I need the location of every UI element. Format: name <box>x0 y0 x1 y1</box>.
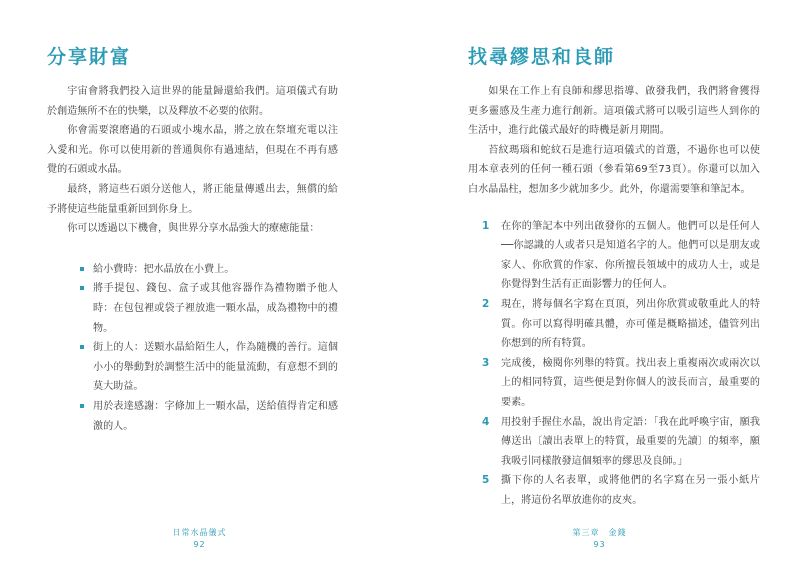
list-item <box>482 217 760 295</box>
square-bullet-icon <box>80 267 84 271</box>
page-number: 93 <box>593 540 606 549</box>
list-item <box>80 279 338 338</box>
step-text: 完成後，檢閱你列舉的特質。找出表上重複兩次或兩次以上的相同特質，這些便是對你個人的波長而言，最重要的要素。 <box>501 357 760 408</box>
square-bullet-icon <box>80 404 84 408</box>
left-page <box>0 0 399 567</box>
step-text: 撕下你的人名表單，或將他們的名字寫在另一張小紙片上，將這份名單放進你的皮夾。 <box>501 475 760 506</box>
page-number: 92 <box>193 540 206 549</box>
left-page-body <box>47 82 338 436</box>
footer-section-title: 第三章 金錢 <box>572 528 627 537</box>
left-page-footer <box>0 527 399 551</box>
step-text: 用投射手握住水晶，說出肯定語：「我在此呼喚宇宙，願我傳送出〔讀出表單上的特質，最重要的先讀〕的頻率，願我吸引同樣散發這個頻率的繆思及良師。」 <box>501 416 760 467</box>
step-number: 3 <box>482 356 490 369</box>
list-item <box>80 397 338 436</box>
step-number: 5 <box>482 474 490 487</box>
bullet-list <box>47 260 338 436</box>
bullet-text: 將手提包、錢包、盒子或其他容器作為禮物贈予他人時：在包包裡或袋子裡放進一顆水晶，成為禮物中的禮物。 <box>93 283 338 334</box>
step-number: 1 <box>482 219 490 232</box>
right-paragraph: 如果在工作上有良師和繆思指導、啟發我們，我們將會獲得更多靈感及生產力進行創新。這項儀式將可以吸引這些人到你的生活中，進行此儀式最好的時機是新月期間。 <box>468 86 760 137</box>
step-text: 現在，將每個名字寫在頁頂，列出你欣賞或敬重此人的特質。你可以寫得明確具體，亦可僅是概略描述，儘管列出你想到的所有特質。 <box>501 298 760 350</box>
right-page-title: 找尋繆思和良師 <box>468 46 616 68</box>
left-paragraph: 你可以透過以下機會，與世界分享水晶強大的療癒能量： <box>67 223 320 235</box>
left-paragraph: 最終，將這些石頭分送他人，將正能量傳遞出去，無償的給予將使這些能量重新回到你身上。 <box>47 183 338 215</box>
bullet-text: 街上的人：送顆水晶給陌生人，作為隨機的善行。這個小小的舉動對於調整生活中的能量流動，有意想不到的莫大助益。 <box>93 342 338 393</box>
left-paragraph: 宇宙會將我們投入這世界的能量歸還給我們。這項儀式有助於創造無所不在的快樂，以及釋放不必要的依附。 <box>47 86 338 117</box>
step-number: 4 <box>482 415 490 428</box>
left-paragraph: 你會需要滾磨過的石頭或小塊水晶，將之放在祭壇充電以注入愛和光。你可以使用新的普通與你有過連結，但現在不再有感覺的石頭或水晶。 <box>47 125 338 176</box>
right-page-footer <box>400 527 799 551</box>
bullet-text: 用於表達感謝：字條加上一顆水晶，送給值得肯定和感激的人。 <box>93 400 338 432</box>
square-bullet-icon <box>80 345 84 349</box>
right-page <box>400 0 799 567</box>
list-item <box>482 413 760 472</box>
step-number: 2 <box>482 297 490 310</box>
right-page-body <box>468 82 760 510</box>
list-item <box>482 295 760 354</box>
right-paragraph: 苔紋瑪瑙和蛇紋石是進行這項儀式的首選，不過你也可以使用本章表列的任何一種石頭（參看第69至73頁）。你還可以加入白水晶晶柱，想加多少就加多少。此外，你還需要筆和筆記本。 <box>468 144 760 195</box>
square-bullet-icon <box>80 286 84 290</box>
bullet-text: 給小費時：把水晶放在小費上。 <box>93 263 235 275</box>
list-item <box>80 260 338 280</box>
step-text: 在你的筆記本中列出啟發你的五個人。他們可以是任何人──你認識的人或者只是知道名字的人。他們可以是朋友或家人、你欣賞的作家、你所擅長領域中的成功人士，或是你覺得對生活有正面影響力的任何人。 <box>501 220 760 291</box>
footer-section-title: 日常水晶儀式 <box>172 528 227 537</box>
list-item <box>80 338 338 397</box>
list-item <box>482 354 760 413</box>
left-page-title: 分享財富 <box>47 46 132 68</box>
numbered-step-list <box>468 217 760 511</box>
list-item <box>482 471 760 510</box>
